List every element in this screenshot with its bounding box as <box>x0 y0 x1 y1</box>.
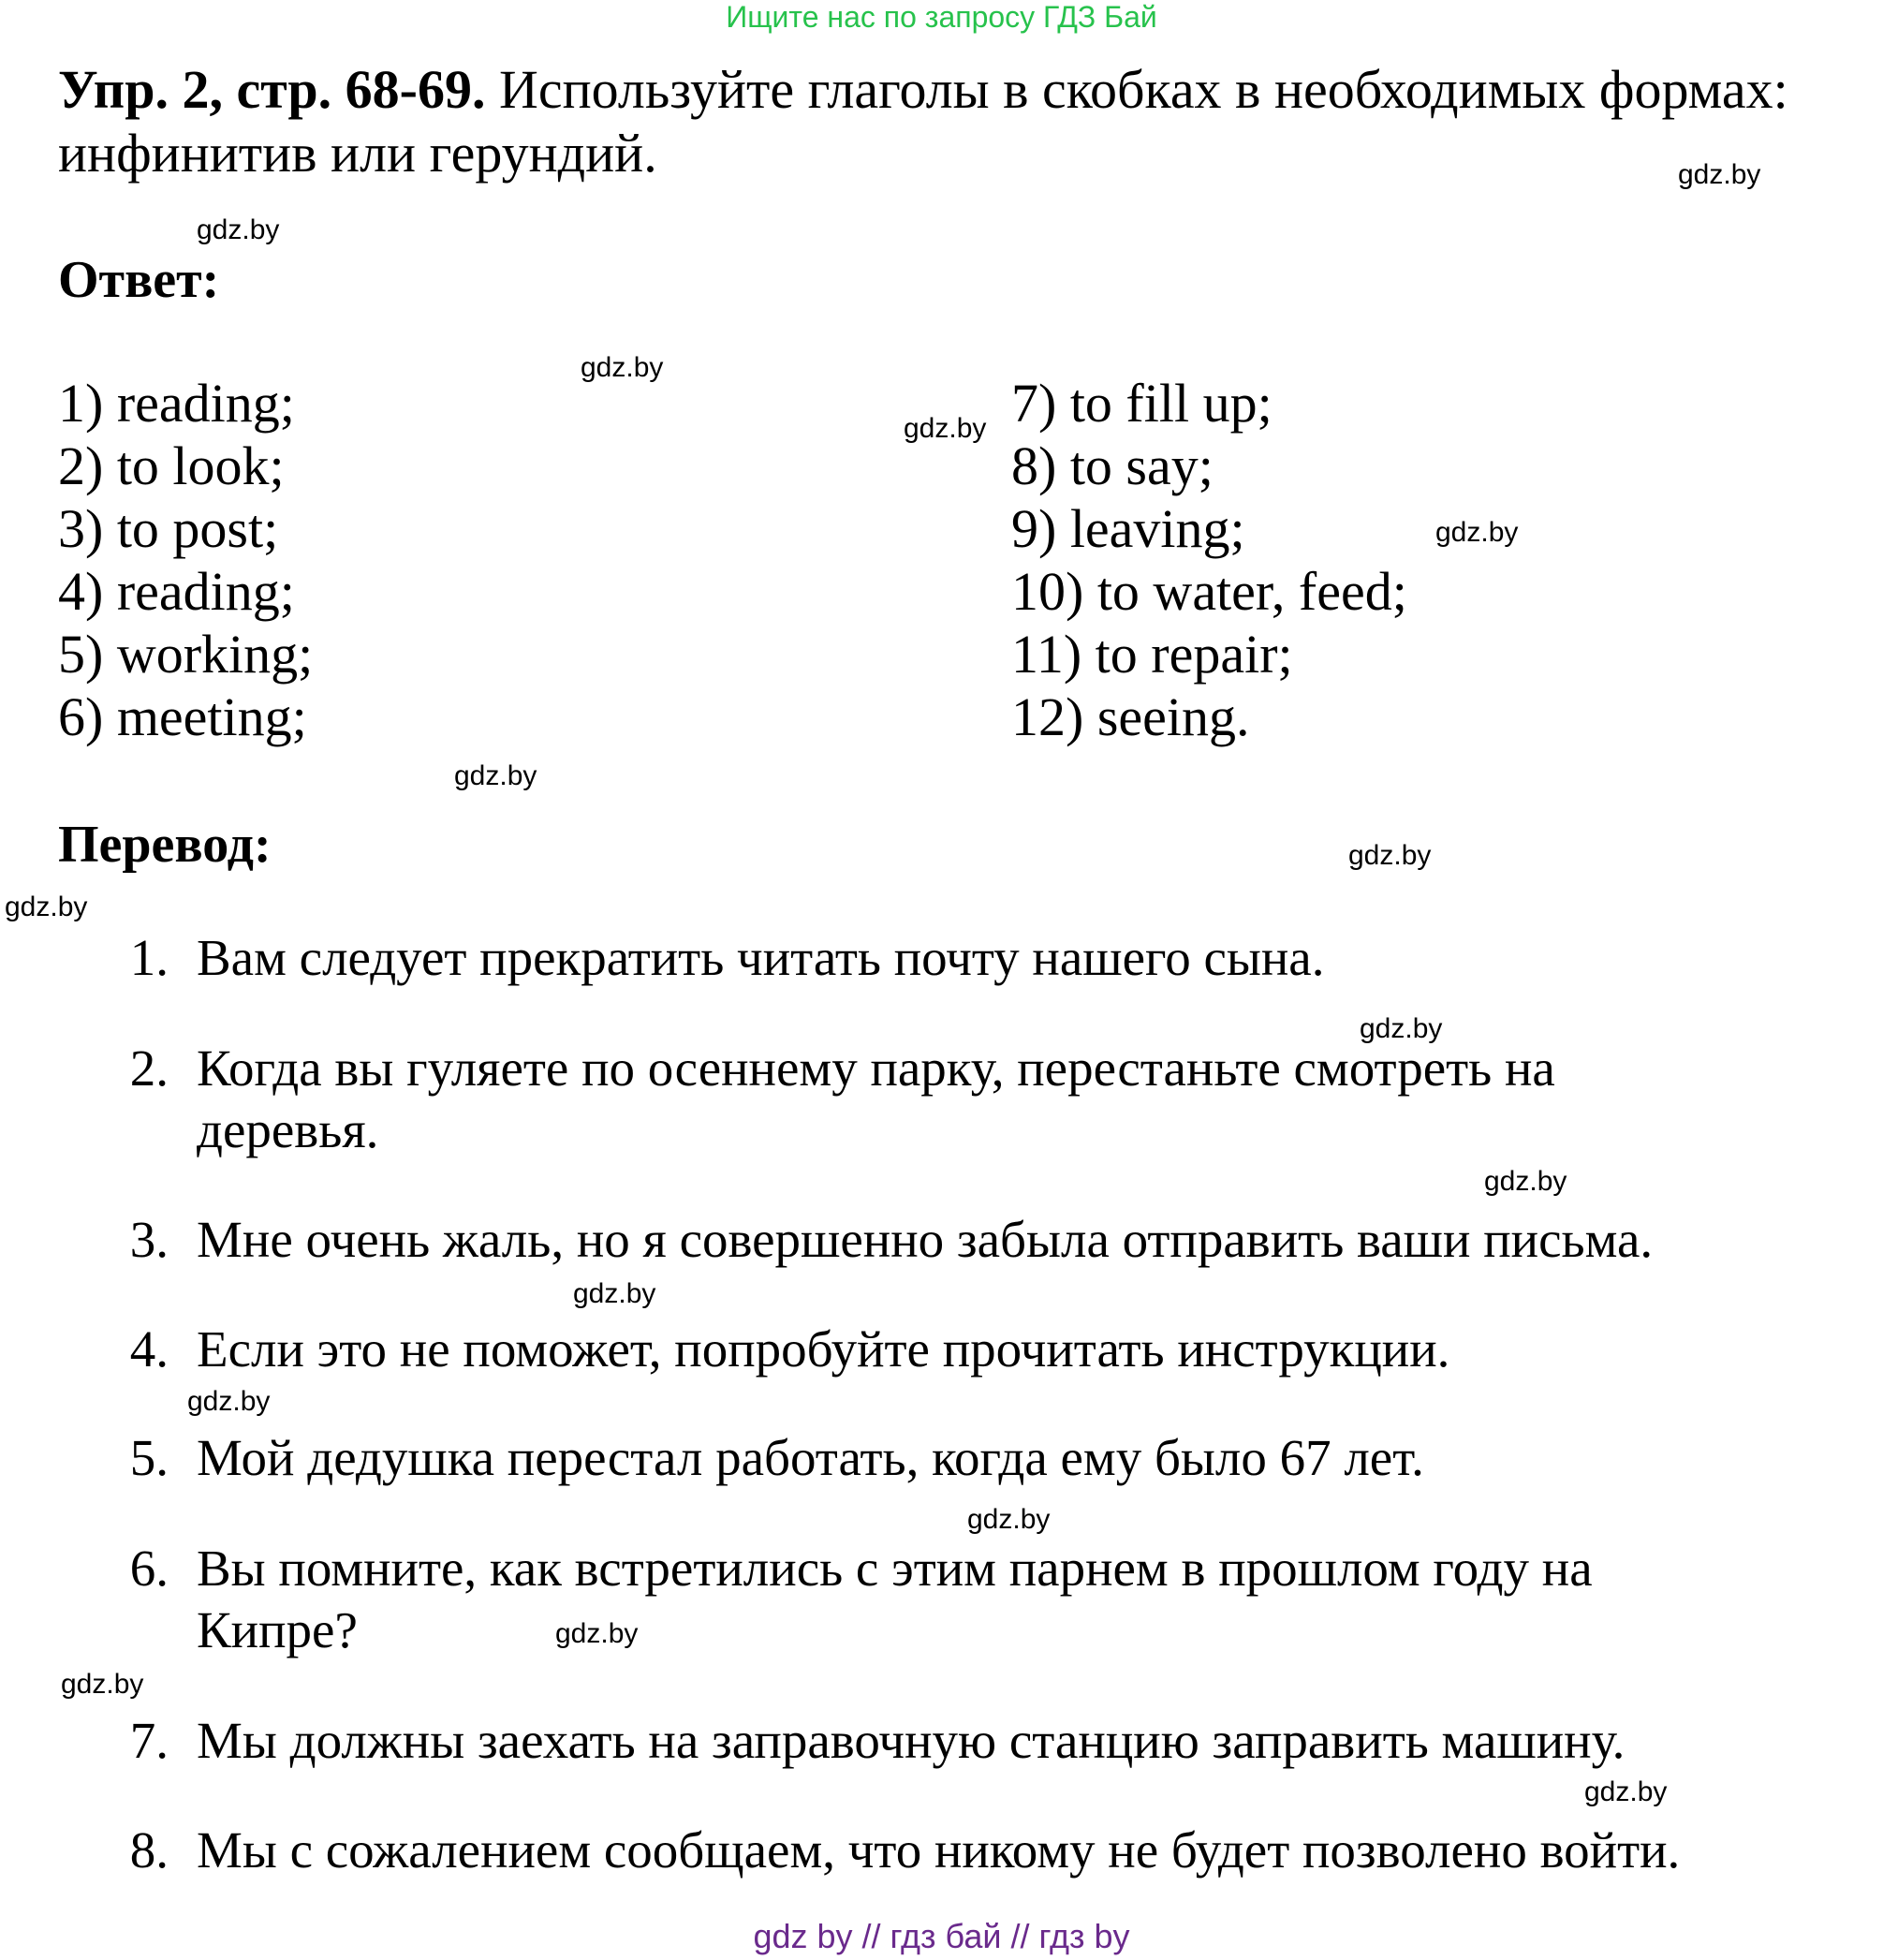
translation-text: Мой дедушка перестал работать, когда ему было 67 лет. <box>197 1429 1424 1486</box>
exercise-heading <box>58 58 1790 185</box>
answer-item: 1) reading; <box>58 373 295 434</box>
top-banner: Ищите нас по запросу ГДЗ Бай <box>726 0 1157 34</box>
answer-item: 12) seeing. <box>1011 686 1250 747</box>
exercise-label: Упр. 2, стр. 68-69. <box>58 59 486 120</box>
watermark: gdz.by <box>454 760 537 791</box>
answer-item: 10) to water, feed; <box>1011 561 1407 622</box>
watermark: gdz.by <box>967 1504 1051 1535</box>
translation-number: 8. <box>129 1821 169 1879</box>
translation-text: Мы должны заехать на заправочную станцию заправить машину. <box>197 1712 1626 1769</box>
watermark: gdz.by <box>1348 840 1432 871</box>
answer-item: 8) to say; <box>1011 435 1214 496</box>
answers-left-column <box>58 373 313 749</box>
translation-number: 1. <box>129 929 169 986</box>
answer-item: 9) leaving; <box>1011 498 1245 559</box>
answer-item: 2) to look; <box>58 435 285 496</box>
translation-text: Мы с сожалением сообщаем, что никому не будет позволено войти. <box>197 1821 1681 1879</box>
exercise-instruction: Используйте глаголы в скобках в необходимых формах: инфинитив или герундий. <box>58 59 1788 184</box>
translation-text: Вы помните, как встретились с этим парнем в прошлом году на Кипре? <box>197 1540 1593 1658</box>
watermark: gdz.by <box>187 1386 271 1417</box>
answer-item: 11) to repair; <box>1011 624 1293 685</box>
translation-text: Если это не поможет, попробуйте прочитать инструкции. <box>197 1320 1450 1378</box>
answer-item: 3) to post; <box>58 498 279 559</box>
watermark: gdz.by <box>581 352 664 383</box>
watermark: gdz.by <box>573 1278 656 1309</box>
translation-number: 5. <box>129 1429 169 1486</box>
answer-item: 5) working; <box>58 624 314 685</box>
translation-number: 6. <box>129 1540 169 1597</box>
watermark: gdz.by <box>1435 517 1519 548</box>
watermark: gdz.by <box>1584 1776 1668 1807</box>
watermark: gdz.by <box>1360 1013 1443 1044</box>
answers-right-column <box>1011 373 1407 749</box>
translation-text: Мне очень жаль, но я совершенно забыла отправить ваши письма. <box>197 1211 1654 1268</box>
watermark: gdz.by <box>197 214 280 245</box>
answer-item: 6) meeting; <box>58 686 307 747</box>
translation-number: 4. <box>129 1320 169 1378</box>
watermark: gdz.by <box>555 1618 639 1649</box>
translation-number: 2. <box>129 1039 169 1097</box>
translation-text: Когда вы гуляете по осеннему парку, перестаньте смотреть на деревья. <box>197 1039 1555 1158</box>
watermark: gdz.by <box>5 892 88 922</box>
translation-text: Вам следует прекратить читать почту нашего сына. <box>197 929 1325 986</box>
watermark: gdz.by <box>1484 1166 1567 1197</box>
answer-item: 4) reading; <box>58 561 295 622</box>
answer-title: Ответ: <box>58 251 220 309</box>
translation-number: 3. <box>129 1211 169 1268</box>
watermark: gdz.by <box>904 413 987 444</box>
translation-title: Перевод: <box>58 816 272 874</box>
answer-item: 7) to fill up; <box>1011 373 1272 434</box>
footer-links: gdz by // гдз бай // гдз by <box>753 1917 1130 1955</box>
watermark: gdz.by <box>1678 159 1761 190</box>
watermark: gdz.by <box>61 1669 144 1700</box>
translation-number: 7. <box>129 1712 169 1769</box>
